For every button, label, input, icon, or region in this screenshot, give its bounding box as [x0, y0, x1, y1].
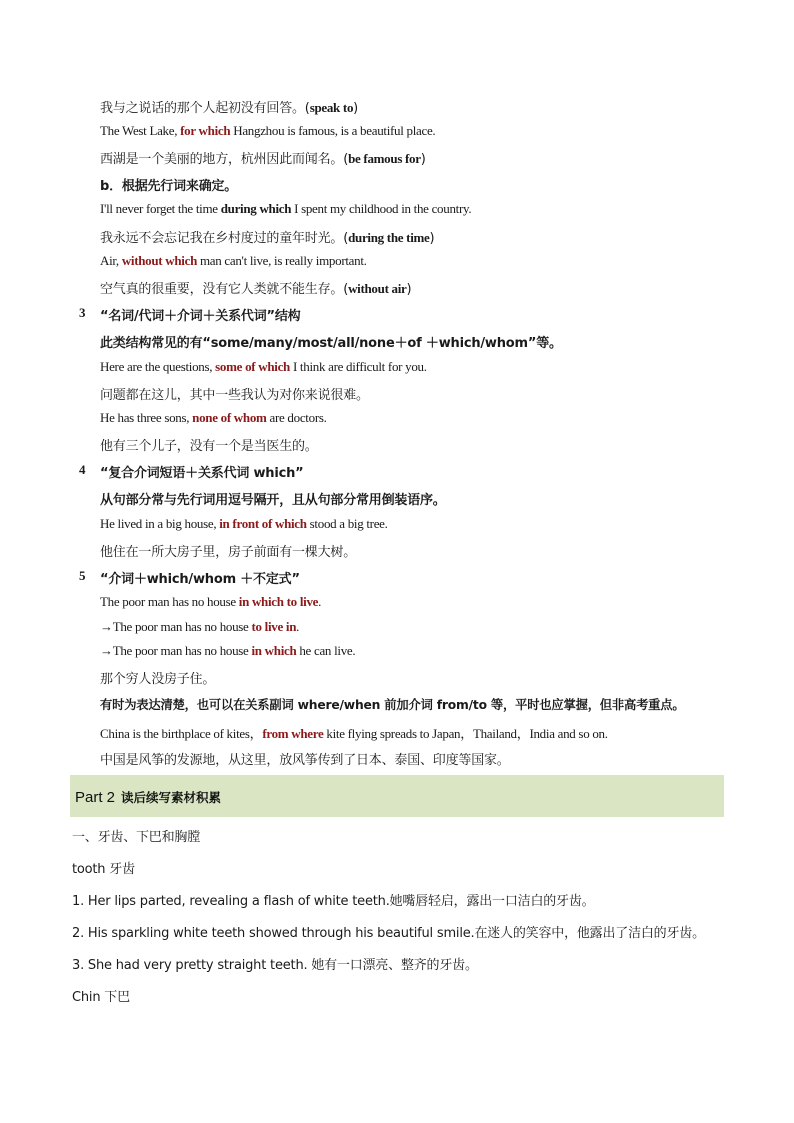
text-line: 我永远不会忘记我在乡村度过的童年时光。(during the time): [100, 230, 435, 246]
text-line: Here are the questions, some of which I think are difficult for you.: [100, 359, 427, 374]
text-line: He has three sons, none of whom are doctors.: [100, 410, 327, 425]
section-heading: 一、牙齿、下巴和胸膛: [72, 830, 201, 845]
text-line: 他有三个儿子，没有一个是当医生的。: [100, 439, 318, 454]
text-line: I'll never forget the time during which I spent my childhood in the country.: [100, 201, 472, 216]
section-number: 3: [79, 305, 86, 320]
section-number: 4: [79, 462, 86, 477]
text-line: The West Lake, for which Hangzhou is famous, is a beautiful place.: [100, 123, 436, 138]
section-note: 有时为表达清楚，也可以在关系副词 where/when 前加介词 from/to 等，平时也应掌握，但非高考重点。: [100, 698, 685, 712]
text-line: 西湖是一个美丽的地方，杭州因此而闻名。(be famous for): [100, 151, 426, 167]
part-title: Part 2 读后续写素材积累: [75, 789, 222, 806]
text-line: Air, without which man can't live, is really important.: [100, 253, 367, 268]
section-note: 此类结构常见的有“some/many/most/all/none＋of ＋which/whom”等。: [100, 336, 562, 351]
text-line: The poor man has no house in which to live.: [100, 594, 322, 609]
text-line: 问题都在这儿，其中一些我认为对你来说很难。: [100, 388, 369, 403]
section-title: “名词/代词＋介词＋关系代词”结构: [100, 309, 301, 324]
vocab-heading: Chin 下巴: [72, 990, 130, 1005]
section-note: 从句部分常与先行词用逗号隔开，且从句部分常用倒装语序。: [100, 493, 446, 508]
example-sentence: 1. Her lips parted, revealing a flash of white teeth.她嘴唇轻启，露出一口洁白的牙齿。: [72, 894, 595, 909]
example-sentence: 2. His sparkling white teeth showed through his beautiful smile.在迷人的笑容中，他露出了洁白的牙齿。: [72, 926, 705, 941]
text-line: He lived in a big house, in front of which stood a big tree.: [100, 516, 388, 531]
section-title: “介词＋which/whom ＋不定式”: [100, 572, 300, 587]
subheading: b．根据先行词来确定。: [100, 179, 238, 194]
example-sentence: 3. She had very pretty straight teeth. 她有一口漂亮、整齐的牙齿。: [72, 958, 478, 973]
text-line: 他住在一所大房子里，房子前面有一棵大树。: [100, 545, 357, 560]
text-line: →The poor man has no house to live in.: [100, 619, 300, 634]
section-number: 5: [79, 568, 86, 583]
text-line: 中国是风筝的发源地，从这里，放风筝传到了日本、泰国、印度等国家。: [100, 753, 510, 768]
text-line: →The poor man has no house in which he can live.: [100, 643, 356, 658]
section-title: “复合介词短语＋关系代词 which”: [100, 466, 304, 481]
text-line: 那个穷人没房子住。: [100, 672, 216, 687]
text-line: China is the birthplace of kites，from where kite flying spreads to Japan，Thailand，India and so on.: [100, 726, 608, 741]
text-line: 我与之说话的那个人起初没有回答。(speak to): [100, 100, 359, 116]
vocab-heading: tooth 牙齿: [72, 862, 135, 877]
text-line: 空气真的很重要，没有它人类就不能生存。(without air): [100, 281, 412, 297]
